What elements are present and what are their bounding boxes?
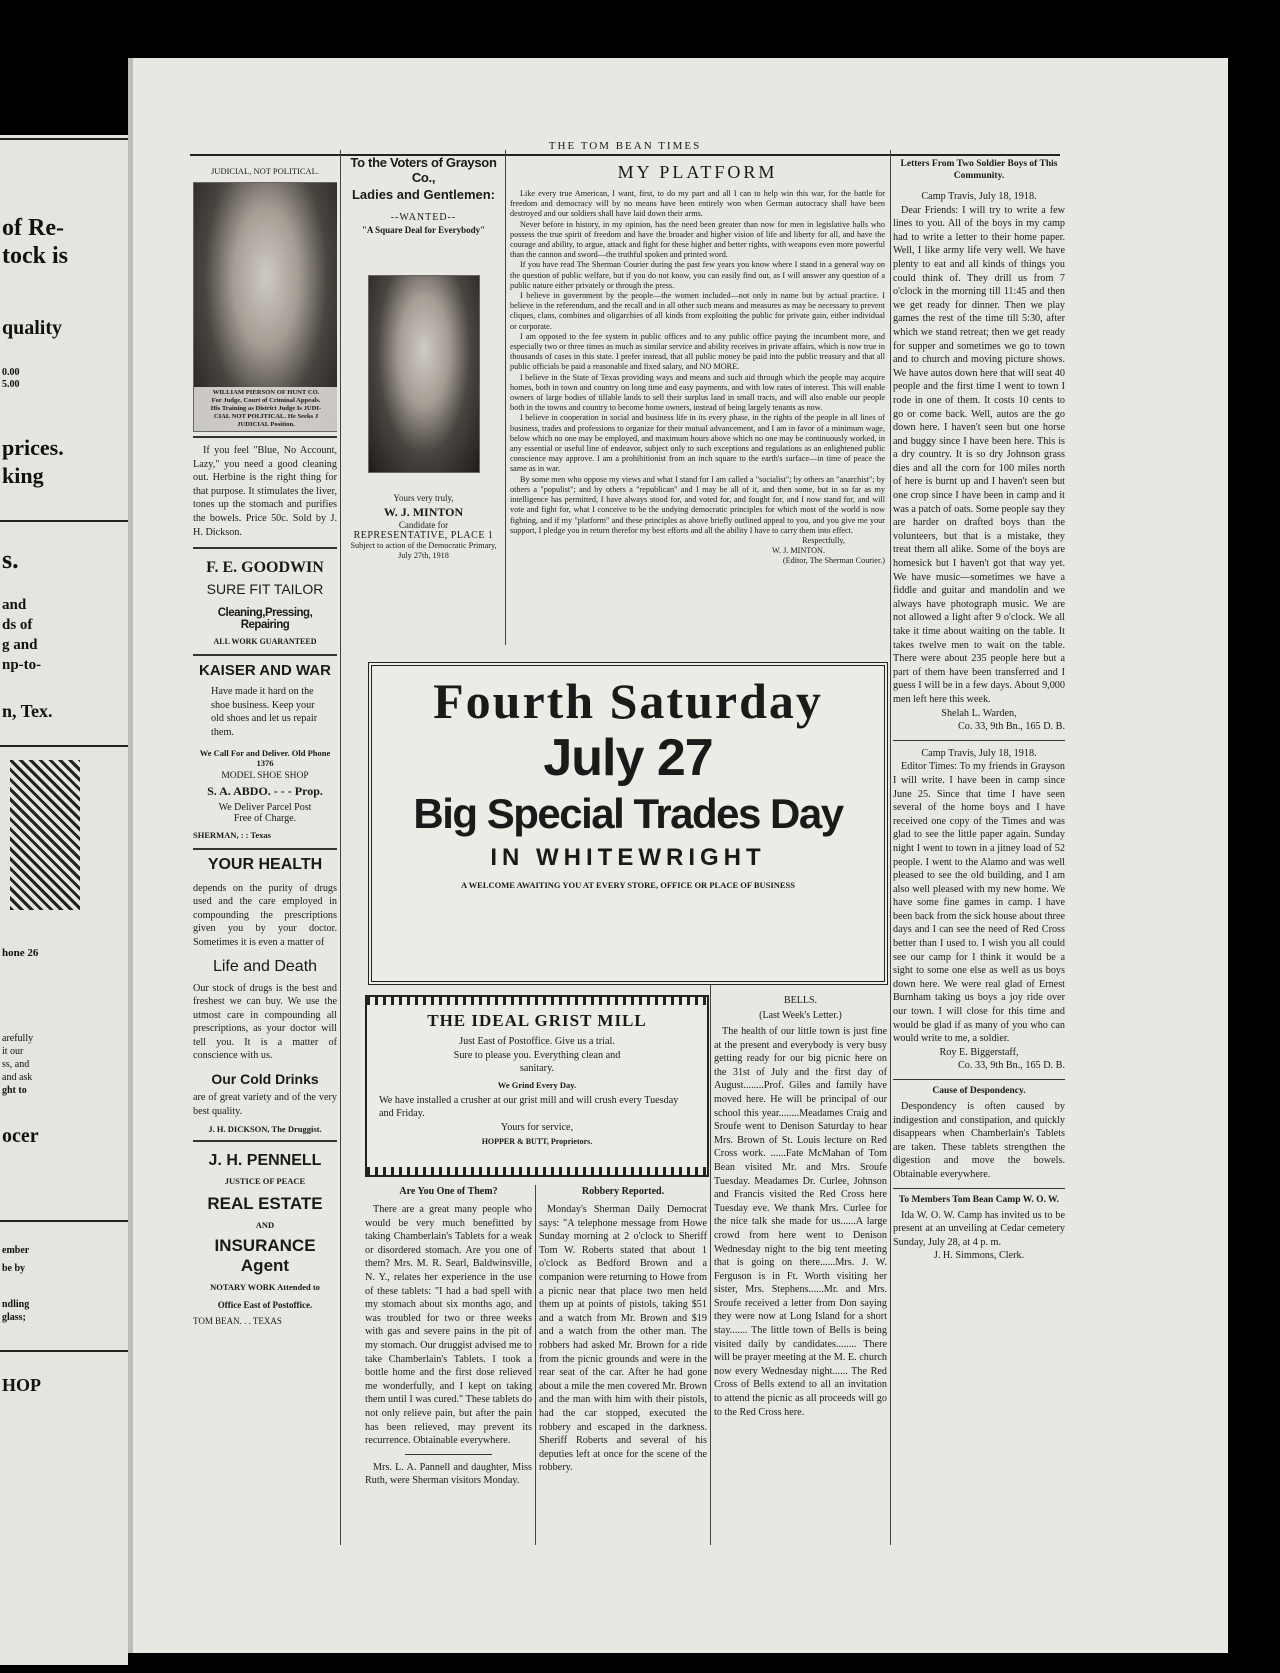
platform-paragraph: I am opposed to the fee system in public offices and to any public office paying the incumbent more, and especially two or three times as much as similar service and ability receives in private affairs, which is now true in thousands of cases in this state. I prefer instead, that all public money be paid into the public treasury and that all public officials be paid a reasonable and fixed salary, and NO MORE. [510, 331, 885, 372]
health-title: YOUR HEALTH [207, 855, 323, 873]
pennell-office: Office East of Postoffice. [217, 1300, 313, 1311]
one-of-them-body: There are a great many people who would be very much benefitted by taking Chamberlain's Tablets for a weak or disordered stomach. Are you one of them? Mrs. M. R. Searl, Baldwinsville, N. Y., relates her experience in the use of these tablets: "I had a bad spell with my stomach about six months ago, and was troubled for two or three weeks with gas and severe pains in the pit of my stomach. Our druggist advised me to take Chamberlain's Tablets. I took a bottle home and the first dose relieved me wonderfully, and I kept on taking them until I was cured." These tablets do not only relieve pain, but after the pain has been relieved, may prevent its recurrence. Obtainable everywhere. [365, 1204, 532, 1447]
robbery-article [539, 1186, 707, 1546]
robbery-body: Monday's Sherman Daily Democrat says: "A telephone message from Howe Sunday morning at 2 o'clock to Sheriff Tom W. Roberts stated that about 1 o'clock as Bedford Brown and a companion were returning to Howe from a picnic near that place two men held them up at points of pistols, taking $51 and a watch from Mr. Brown and $19 and a watch from the other man. The robbers had asked Mr. Brown for a ride from the picnic grounds and were in the rear seat of the car. After he had gone about a mile the men covered Mr. Brown and the man with him with their pistols, had the car stopped, executed the robbery and escaped in the darkness. Sheriff Roberts and several of his deputies left at once for the scene of the robbery. [539, 1204, 707, 1474]
platform-paragraph: I believe in cooperation in social and business life in its every phase, in the rights of the people in all lines of business, trades and professions to organize for their mutual advancement, and I am in favor of a minimum wage, below which no one may be employed, and maximum hours above which no one may be continuously worked, in any essential or useful line of endeavor, subject only to such exceptions and regulations as an enlightened public conscience may approve. I am a prohibitionist from an inch square to the earth's surface—in time of peace the same as in war. [510, 413, 885, 474]
strip-text: 0.00 [2, 367, 20, 378]
letter1-unit: Co. 33, 9th Bn., 165 D. B. [958, 721, 1065, 733]
square-deal: "A Square Deal for Everybody" [361, 225, 486, 235]
strip-text: s. [2, 545, 19, 574]
strip-text: tock is [2, 243, 68, 269]
cold-drinks: Our Cold Drinks [211, 1071, 319, 1088]
platform-paragraph: If you have read The Sherman Courier during the past few years you know where I stand in a general way on the question of public welfare, but if you do not know, you can easily find out, as I will answer any question of a public nature either privately or through the press. [510, 260, 885, 290]
kaiser-body: Have made it hard on the shoe business. Keep your old shoes and let us repair them. [211, 686, 318, 738]
strip-text: and ask [2, 1072, 33, 1083]
photo-caption: CIAL NOT POLITICAL. He Seeks J [213, 413, 319, 420]
health-body-3: are of great variety and of the very best quality. [193, 1092, 337, 1117]
column-soldiers [893, 158, 1065, 1550]
goodwin-note: ALL WORK GUARANTEED [213, 637, 317, 647]
strip-text: it our [2, 1046, 24, 1057]
pennell-name: J. H. PENNELL [208, 1152, 322, 1170]
letter2-date: Camp Travis, July 18, 1918. [921, 747, 1037, 759]
strip-text: g and [2, 637, 38, 653]
minton-portrait [368, 275, 480, 473]
grist-mill-ad [365, 995, 709, 1177]
kaiser-place: SHERMAN, : : Texas [193, 829, 271, 840]
soldiers-title: Letters From Two Soldier Boys of This Community. [900, 159, 1058, 181]
kaiser-call: We Call For and Deliver. Old Phone 1376 [199, 747, 331, 768]
strip-text: and [2, 597, 27, 613]
strip-text: 5.00 [2, 379, 20, 390]
portrait-photo [193, 182, 337, 432]
kaiser-shop: MODEL SHOE SHOP [221, 770, 309, 781]
goodwin-services: Cleaning,Pressing, Repairing [217, 607, 313, 632]
platform-body [510, 189, 885, 536]
kaiser-parcel: We Deliver Parcel Post [218, 801, 312, 813]
grist-b6: Yours for service, [500, 1121, 574, 1133]
strip-text: hone 26 [2, 947, 39, 959]
trades-line-2: July 27 [543, 729, 713, 787]
trades-line-4: IN WHITEWRIGHT [490, 844, 766, 871]
strip-text: arefully [2, 1033, 34, 1044]
grist-b5: We have installed a crusher at our grist mill and will crush every Tuesday and Friday. [379, 1094, 679, 1120]
running-head: THE TOM BEAN TIMES [190, 140, 1060, 156]
grist-b1: Just East of Postoffice. Give us a trial. [459, 1036, 615, 1047]
strip-text: prices. [2, 435, 64, 460]
wow-title: To Members Tom Bean Camp W. O. W. [898, 1194, 1060, 1205]
health-body-2: Our stock of drugs is the best and freshest we can buy. We use the utmost care in compounding all prescriptions, as your doctor will tell you. It is a matter of conscience with us. [193, 982, 337, 1062]
photo-caption: JUDICIAL Position. [237, 421, 295, 428]
photo-caption: WILLIAM PIERSON OF HUNT CO. [212, 389, 320, 396]
pennell-and: AND [255, 1220, 275, 1231]
trades-line-5: A WELCOME AWAITING YOU AT EVERY STORE, OFFICE OR PLACE OF BUSINESS [461, 880, 795, 890]
photo-caption: For Judge, Court of Criminal Appeals. [211, 397, 321, 404]
kicker: JUDICIAL, NOT POLITICAL. [211, 166, 319, 176]
letter1-sign: Shelah L. Warden, [941, 707, 1017, 719]
strip-text: king [2, 463, 44, 488]
pannell-note: Mrs. L. A. Pannell and daughter, Miss Ruth, were Sherman visitors Monday. [365, 1461, 532, 1487]
kaiser-free: Free of Charge. [233, 812, 297, 824]
pennell-insurance: INSURANCE Agent [214, 1236, 316, 1276]
letter2-sign: Roy E. Biggerstaff, [939, 1046, 1019, 1058]
pennell-town: TOM BEAN. . . TEXAS [193, 1316, 282, 1327]
grist-b2: Sure to please you. Everything clean and [453, 1049, 621, 1061]
bells-title: BELLS. [783, 995, 818, 1006]
voters-head-1: To the Voters of Grayson Co., [350, 155, 497, 185]
kaiser-prop: S. A. ABDO. - - - Prop. [207, 783, 323, 798]
goodwin-line: SURE FIT TAILOR [206, 581, 324, 598]
strip-text: be by [2, 1263, 26, 1274]
grist-b4: We Grind Every Day. [497, 1079, 577, 1090]
robbery-title: Robbery Reported. [581, 1186, 665, 1197]
photo-caption: His Training as District Judge Is JUDI- [210, 405, 322, 412]
trades-line-1: Fourth Saturday [433, 673, 823, 729]
kaiser-title: KAISER AND WAR [199, 662, 331, 680]
strip-text: ds of [2, 617, 33, 633]
strip-text: HOP [2, 1375, 41, 1395]
letter2-body: Editor Times: To my friends in Grayson I will write. I have been in camp since June 25. Since that time I have seen several of the home boys and I have received one copy of the Times and was glad to see the little paper again. Sunday night I went to town in a jitney load of 52 people. I went to the Alamo and was well pleased to see the old building, and I am also well pleased with my new home. We have some fine games in camp. I have been back from the sick house about three days and I can see the need of Red Cross better than I used to. I wish you all could see our camp for I think it would be a sight to some one else as well as us boys down here. We were real glad of Ernest Burnham taking us boys a joy ride over our town. I will close for this time and would be glad if as many of you who can would write to me, a soldier. [893, 761, 1065, 1045]
grist-b7: HOPPER & BUTT, Proprietors. [481, 1136, 593, 1146]
trades-line-3: Big Special Trades Day [413, 790, 843, 837]
pennell-real-estate: REAL ESTATE [207, 1194, 323, 1214]
platform-sign: W. J. MINTON. [772, 546, 825, 556]
platform-paragraph: By some men who oppose my views and what I stand for I am called a "socialist"; by others an "anarchist"; by others a "populist"; and by others a "republican" and I may be all of it, and then some, but in so far as my intelligence has permitted, I have always stood for, and voted for, and fought for, and I now stand for, and will vote and fight for, what I conceive to be the undying democratic principles for which most of the world is now fighting, and if my "platform" and these principles as above briefly outlined appeal to you, and you give me your support, I pledge you in return therefor my best efforts and all the ability I have to carry them into effect. [510, 474, 885, 535]
minton-rep: REPRESENTATIVE, PLACE 1 [353, 530, 494, 541]
health-body: depends on the purity of drugs used and the care employed in compounding the prescriptions given you by your doctor. Sometimes it is even a matter of [193, 882, 337, 948]
minton-subject: Subject to action of the Democratic Primary, July 27th, 1918 [350, 541, 497, 561]
ornament-border [10, 760, 80, 910]
minton-yours: Yours very truly, [393, 493, 454, 503]
strip-text: ght to [2, 1085, 27, 1096]
letter2-unit: Co. 33, 9th Bn., 165 D. B. [958, 1060, 1065, 1072]
letter1-body: Dear Friends: I will try to write a few lines to you. All of the boys in my camp had to write a letter to their home paper. Well, I like army life very well. We have plenty to eat and all kinds of things you could think of. They drill us from 7 o'clock in the morning till 11:45 and then we get ready for dinner. Then we play games the rest of the time till 5:30, after which we stand retreat; then we get ready for supper and sometimes we go to town and to church and moving picture shows. We have autos down here that will seat 40 people and the first time I went to town I rode in one of them. It costs 10 cents to go or come back. Well, autos are the go down here. I haven't seen but one horse and buggy since I have been here. This is a dry country. It is so dry Johnson grass dies and all the corn for 100 miles north of here is burnt up and I haven't seen but one crop since I have been in camp and it was a patch of oats. Some people say they are harder on drafted boys than the volunteers, but that is a mistake, they treat them all alike. Some of the boys are homesick but I haven't got that way yet. We have music—sometimes we have a fiddle and guitar and mandolin and we always have photograph music. We are not allowed a light after 9 o'clock. We all take it time about waiting on the table. It takes twelve men to wait on the table. There were about 235 people here but a part of them have been transferred and I guess I will be in a few days. About 9,000 men left here this week. [893, 204, 1065, 705]
platform-paragraph: I believe in the State of Texas providing ways and means and such aid through which the people may acquire homes, both in town and country on long time and easy payments, and with low rates of interest. This will enable owners of large bodies of tillable lands to sell their surplus land in small tracts, and will also enable our people both in the towns and country to become home owners, instead of being largely tenants as now. [510, 372, 885, 413]
strip-text: n, Tex. [2, 701, 53, 721]
dickson-sign: J. H. DICKSON, The Druggist. [208, 1124, 322, 1135]
minton-cand: Candidate for [398, 520, 449, 530]
grist-title: THE IDEAL GRIST MILL [427, 1011, 647, 1030]
pennell-title: JUSTICE OF PEACE [224, 1176, 306, 1187]
wanted: --WANTED-- [390, 212, 457, 223]
strip-text: glass; [2, 1312, 26, 1323]
platform-resp: Respectfully, [802, 535, 845, 545]
minton-name: W. J. MINTON [383, 505, 464, 519]
adjacent-page-strip [0, 135, 128, 1665]
strip-text: ss, and [2, 1059, 30, 1070]
strip-text: ndling [2, 1299, 30, 1310]
trades-day-ad [368, 662, 888, 985]
bells-sub: (Last Week's Letter.) [759, 1010, 842, 1021]
strip-text: quality [2, 317, 63, 339]
life-and-death: Life and Death [212, 957, 318, 975]
strip-text: ember [2, 1245, 30, 1256]
platform-title: MY PLATFORM [617, 162, 778, 182]
one-of-them-article [365, 1186, 532, 1546]
strip-text: np-to- [2, 657, 42, 673]
despondency-title: Cause of Despondency. [932, 1086, 1026, 1096]
herbine-ad: If you feel "Blue, No Account, Lazy," you need a good cleaning out. Herbine is the right thing for that purpose. It stimulates the liver, tones up the stomach and purifies the bowels. Price 50c. Sold by J. H. Dickson. [193, 445, 337, 538]
strip-text: of Re- [2, 215, 64, 241]
wow-sign: J. H. Simmons, Clerk. [933, 1250, 1025, 1262]
letter1-date: Camp Travis, July 18, 1918. [921, 191, 1037, 202]
strip-text: ocer [2, 1125, 39, 1147]
platform-editor: (Editor, The Sherman Courier.) [782, 556, 885, 566]
platform-paragraph: Like every true American, I want, first, to do my part and all I can to help win this war, for the battle for freedom and democracy will by no means have been entirely won when German autocracy shall have been destroyed and our soldiers shall have laid down their arms. [510, 189, 885, 219]
column-1 [193, 158, 337, 1550]
goodwin-name: F. E. GOODWIN [206, 559, 324, 577]
grist-b3: sanitary. [519, 1063, 555, 1075]
one-of-them-title: Are You One of Them? [399, 1186, 498, 1197]
despondency-body: Despondency is often caused by indigestion and constipation, and quickly disappears when Chamberlain's Tablets are taken. These tablets strengthen the digestion and move the bowels. Obtainable everywhere. [893, 1101, 1065, 1180]
pennell-notary: NOTARY WORK Attended to [210, 1282, 320, 1293]
wow-body: Ida W. O. W. Camp has invited us to be present at an unveiling at Cedar cemetery Sunday, July 28, at 4 p. m. [893, 1209, 1065, 1248]
bells-article [714, 995, 887, 1547]
column-2-minton [345, 155, 502, 645]
platform-paragraph: Never before in history, in my opinion, has the need been greater than now for men in legislative halls who possess the true spirit of freedom and have the broader and higher vision of life and liberty for all, and have the courage and ability, to argue, attack and fight for these higher and better rights, with weapons even more powerful than the cannon and sword—the truthful spoken and printed word. [510, 219, 885, 260]
platform-paragraph: I believe in government by the people—the women included—not only in name but by actual practice. I believe in the referendum, and the recall and in all other such means and measures as may be necessary to prevent cliques, clans, combines and oligarchies of all kinds from exploiting the public for private gain, either individual or corporate. [510, 291, 885, 331]
voters-head-2: Ladies and Gentlemen: [351, 187, 496, 202]
bells-body: The health of our little town is just fine at the present and everybody is very busy getting ready for our big picnic here on the 31st of July and the first day of August........Prof. Giles and family have moved here. He will be principal of our school this year........Meadames Craig and Sroufe went to Denison Saturday to hear Mrs. Brown of St. Louis lecture on Red Cross work. ......Fate McMahan of Tom Bean visited Mr. and Mrs. Sroufe Tuesday. Meadames Dr. Curlee, Johnson and Francis visited the Red Cross here Tuesday eve. We thank Mrs. Curlee for the nice talk she made for us......A large crowd from here went to Denison Wednesday night to the big tent meeting that is going on there......Mrs. J. W. Ferguson is in Ft. Worth visiting her sister, Mrs. Stephens......Mr. and Mrs. Sroufe received a letter from Don saying they were now at Long Island for a short stay....... The little town of Bells is being visited daily by candidates........ There will be prayer meeting at the M. E. church now every Wednesday night...... The Red Cross of Bells extend to all an invitation to attend the picnic as all proceeds will go to the Red Cross here. [714, 1026, 887, 1418]
platform-article [510, 162, 885, 642]
